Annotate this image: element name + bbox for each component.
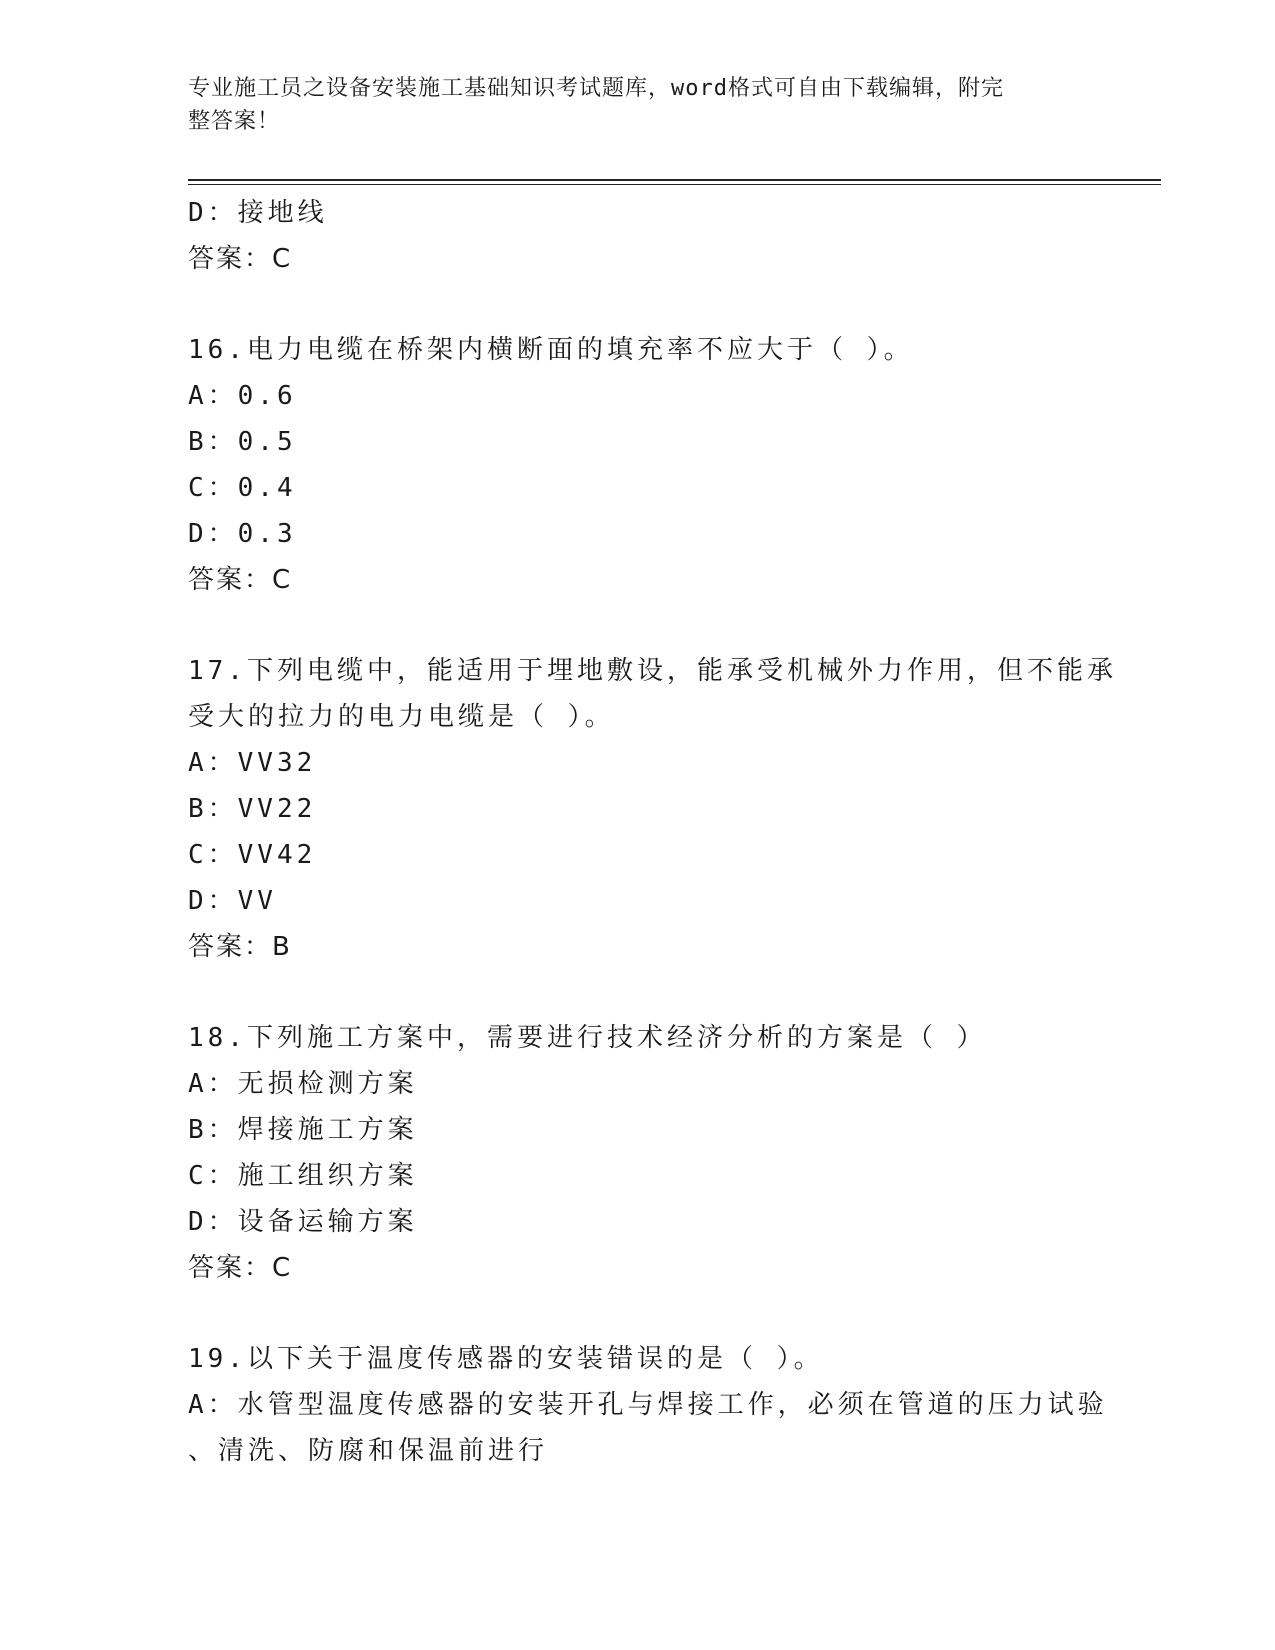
question-text: 19.以下关于温度传感器的安装错误的是（ ）。	[188, 1344, 824, 1374]
option-text: D：0.3	[188, 519, 297, 549]
question-text: 17.下列电缆中，能适用于埋地敷设，能承受机械外力作用，但不能承	[188, 656, 1117, 686]
option-text: C：0.4	[188, 473, 297, 503]
answer-text: 答案：C	[188, 244, 293, 274]
option-text: B：VV22	[188, 794, 317, 824]
header-divider-thin	[188, 184, 1161, 185]
header-line-2: 整答案！	[188, 109, 281, 134]
answer-text: 答案：C	[188, 565, 293, 595]
option-text: C：施工组织方案	[188, 1161, 418, 1191]
option-text: D：VV	[188, 886, 277, 916]
option-text: D：接地线	[188, 198, 328, 228]
document-header	[188, 72, 1068, 138]
header-divider-thick	[188, 179, 1161, 181]
question-text: 16.电力电缆在桥架内横断面的填充率不应大于（ ）。	[188, 335, 914, 365]
option-text: B：0.5	[188, 427, 297, 457]
option-text: A：无损检测方案	[188, 1069, 418, 1099]
answer-text: 答案：B	[188, 932, 292, 962]
answer-text: 答案：C	[188, 1253, 293, 1283]
question-text: 受大的拉力的电力电缆是（ ）。	[188, 702, 615, 732]
header-line-1: 专业施工员之设备安装施工基础知识考试题库，word格式可自由下载编辑，附完	[188, 76, 1004, 101]
option-text: C：VV42	[188, 840, 317, 870]
option-text: A：VV32	[188, 748, 317, 778]
option-text: B：焊接施工方案	[188, 1115, 418, 1145]
question-content	[188, 190, 1117, 1474]
option-text: 、清洗、防腐和保温前进行	[188, 1436, 549, 1466]
option-text: A：0.6	[188, 381, 297, 411]
option-text: A：水管型温度传感器的安装开孔与焊接工作，必须在管道的压力试验	[188, 1390, 1108, 1420]
option-text: D：设备运输方案	[188, 1207, 418, 1237]
question-text: 18.下列施工方案中，需要进行技术经济分析的方案是（ ）	[188, 1023, 987, 1053]
